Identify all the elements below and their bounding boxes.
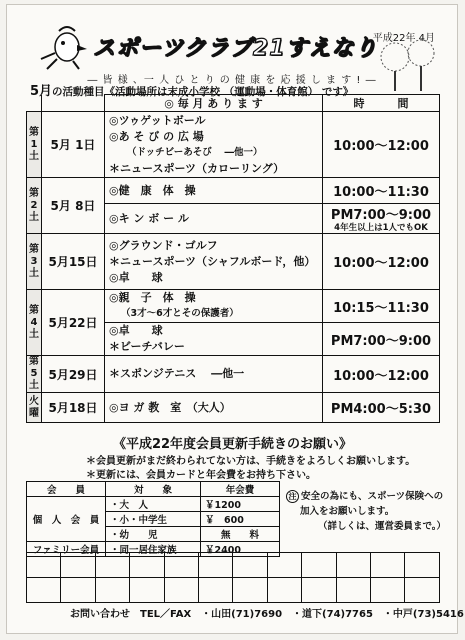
member-type: ファミリー会員 [27, 542, 106, 557]
fee-target: ・大 人 [106, 497, 201, 512]
grid-cell [61, 553, 95, 578]
age-note: 4年生以上は1人でもOK [334, 223, 428, 233]
event-date: 5月 1日 [42, 112, 105, 178]
fee-target: ・同一居住家族 [106, 542, 201, 557]
activity-name: ◎健 康 体 操 [105, 178, 323, 204]
fee-target: ・小・中学生 [106, 512, 201, 527]
event-time: PM7:00～9:00 [330, 208, 432, 223]
event-date: 5月 8日 [42, 178, 105, 234]
week-label: 火曜 [27, 393, 42, 423]
club-title: スポーツクラブ21すえなり [93, 36, 378, 61]
event-date: 5月29日 [42, 356, 105, 393]
grid-cell [302, 578, 336, 603]
fee-amount: ￥2400 [201, 542, 280, 557]
safety-line-3: （詳しくは、運営委員まで。） [317, 521, 446, 532]
schedule-row [27, 290, 440, 323]
grid-cell [302, 553, 336, 578]
activity-name: ◎あ そ び の 広 場 [109, 129, 204, 143]
renewal-note-1: ＊会員更新がまだ終わられてない方は、手続きをよろしくお願いします。 [86, 456, 416, 467]
activity-name: ◎ツゥゲットボール [109, 113, 206, 127]
header-monthly: ◎ 毎 月 あ り ま す [105, 95, 323, 112]
contact-info: お問い合わせ TEL／FAX ・山田(71)7690 ・道下(74)7765 ・中戸(73)5416 [70, 609, 464, 620]
slogan: ― 皆 様 、一 人 ひ と り の 健 康 を 応 援 し ま す ! ― [87, 75, 377, 86]
activity-name: ＊ビーチバレー [109, 340, 185, 353]
grid-cell [27, 578, 61, 603]
schedule-row [27, 178, 440, 204]
safety-notice [286, 489, 446, 534]
month-label: 5月 [30, 84, 53, 99]
activity-name: ◎親 子 体 操 [109, 291, 196, 304]
grid-cell [371, 553, 405, 578]
renewal-title: 《平成22年度会員更新手続きのお願い》 [112, 437, 353, 452]
event-date: 5月22日 [42, 290, 105, 356]
schedule-row [27, 112, 440, 178]
caution-mark-icon: 注 [286, 490, 299, 503]
activity-name: ◎卓 球 [109, 324, 163, 337]
grid-cell [95, 578, 129, 603]
grid-cell [199, 578, 233, 603]
grid-cell [233, 578, 267, 603]
grid-cell [130, 578, 164, 603]
grid-cell [405, 578, 440, 603]
activity-name: ◎キ ン ボ ー ル [105, 204, 323, 234]
safety-line-1: 安全の為にも、スポーツ保険への [301, 491, 444, 502]
grid-cell [199, 553, 233, 578]
header-time: 時 間 [323, 95, 440, 112]
grid-cell [267, 553, 301, 578]
week-label: 第2土 [27, 178, 42, 234]
schedule-table [26, 94, 440, 423]
membership-fee-table [26, 481, 280, 557]
fee-target: ・幼 児 [106, 527, 201, 542]
grid-cell [233, 553, 267, 578]
mascot-illustration [37, 23, 93, 71]
grid-cell [336, 553, 370, 578]
event-time: 10:00～12:00 [323, 234, 440, 290]
event-time: PM7:00～9:00 [323, 323, 440, 356]
activity-name: ◎ヨ ガ 教 室 （大人） [105, 393, 323, 423]
activity-cell [105, 290, 323, 323]
event-time: PM4:00～5:30 [323, 393, 440, 423]
schedule-row [27, 234, 440, 290]
activity-detail: （ドッチビーあそび ―他一） [127, 146, 263, 158]
activity-name: ＊スポンジテニス ―他一 [105, 356, 323, 393]
member-type: 個 人 会 員 [27, 497, 106, 542]
fee-amount: ￥ 600 [201, 512, 280, 527]
grid-cell [27, 553, 61, 578]
grid-cell [95, 553, 129, 578]
fee-amount: ￥1200 [201, 497, 280, 512]
grid-cell [371, 578, 405, 603]
event-date: 5月18日 [42, 393, 105, 423]
grid-row [27, 578, 440, 603]
stamp-card-grid [26, 552, 440, 603]
event-time: 10:15～11:30 [323, 290, 440, 323]
grid-cell [130, 553, 164, 578]
activity-cell [105, 323, 323, 356]
schedule-header-row [27, 95, 440, 112]
grid-cell [164, 553, 198, 578]
activity-name: ◎グラウンド・ゴルフ [109, 238, 218, 252]
activity-name: ＊ニュースポーツ（シャフルボード，他） [109, 254, 316, 268]
grid-row [27, 553, 440, 578]
safety-line-2: 加入をお願いします。 [300, 506, 395, 517]
issue-date: 平成22年 4月 [372, 33, 435, 44]
fee-header-member: 会 員 [27, 482, 106, 497]
schedule-row [27, 393, 440, 423]
week-label: 第3土 [27, 234, 42, 290]
week-label: 第1土 [27, 112, 42, 178]
event-time-cell [323, 204, 440, 234]
event-time: 10:00～12:00 [323, 112, 440, 178]
fee-amount: 無 料 [201, 527, 280, 542]
activity-name: ＊ニュースポーツ（カローリング） [109, 161, 285, 175]
renewal-note-2: ＊更新には、会員カードと年会費をお持ち下さい。 [86, 470, 316, 481]
activity-location: の活動種目《活動場所は末成小学校 （運動場・体育館） です》 [52, 86, 354, 98]
event-time: 10:00～12:00 [323, 356, 440, 393]
week-label: 第4土 [27, 290, 42, 356]
week-label: 第5土 [27, 356, 42, 393]
fee-header-row [27, 482, 280, 497]
grid-cell [164, 578, 198, 603]
activity-cell [105, 234, 323, 290]
grid-cell [405, 553, 440, 578]
grid-cell [336, 578, 370, 603]
fee-header-fee: 年会費 [201, 482, 280, 497]
schedule-row [27, 356, 440, 393]
grid-cell [267, 578, 301, 603]
fee-row [27, 497, 280, 512]
activity-detail: （3才～6才とその保護者） [121, 308, 239, 319]
fee-header-target: 対 象 [106, 482, 201, 497]
event-date: 5月15日 [42, 234, 105, 290]
activity-name: ◎卓 球 [109, 270, 163, 284]
event-time: 10:00～11:30 [323, 178, 440, 204]
activity-cell [105, 112, 323, 178]
grid-cell [61, 578, 95, 603]
